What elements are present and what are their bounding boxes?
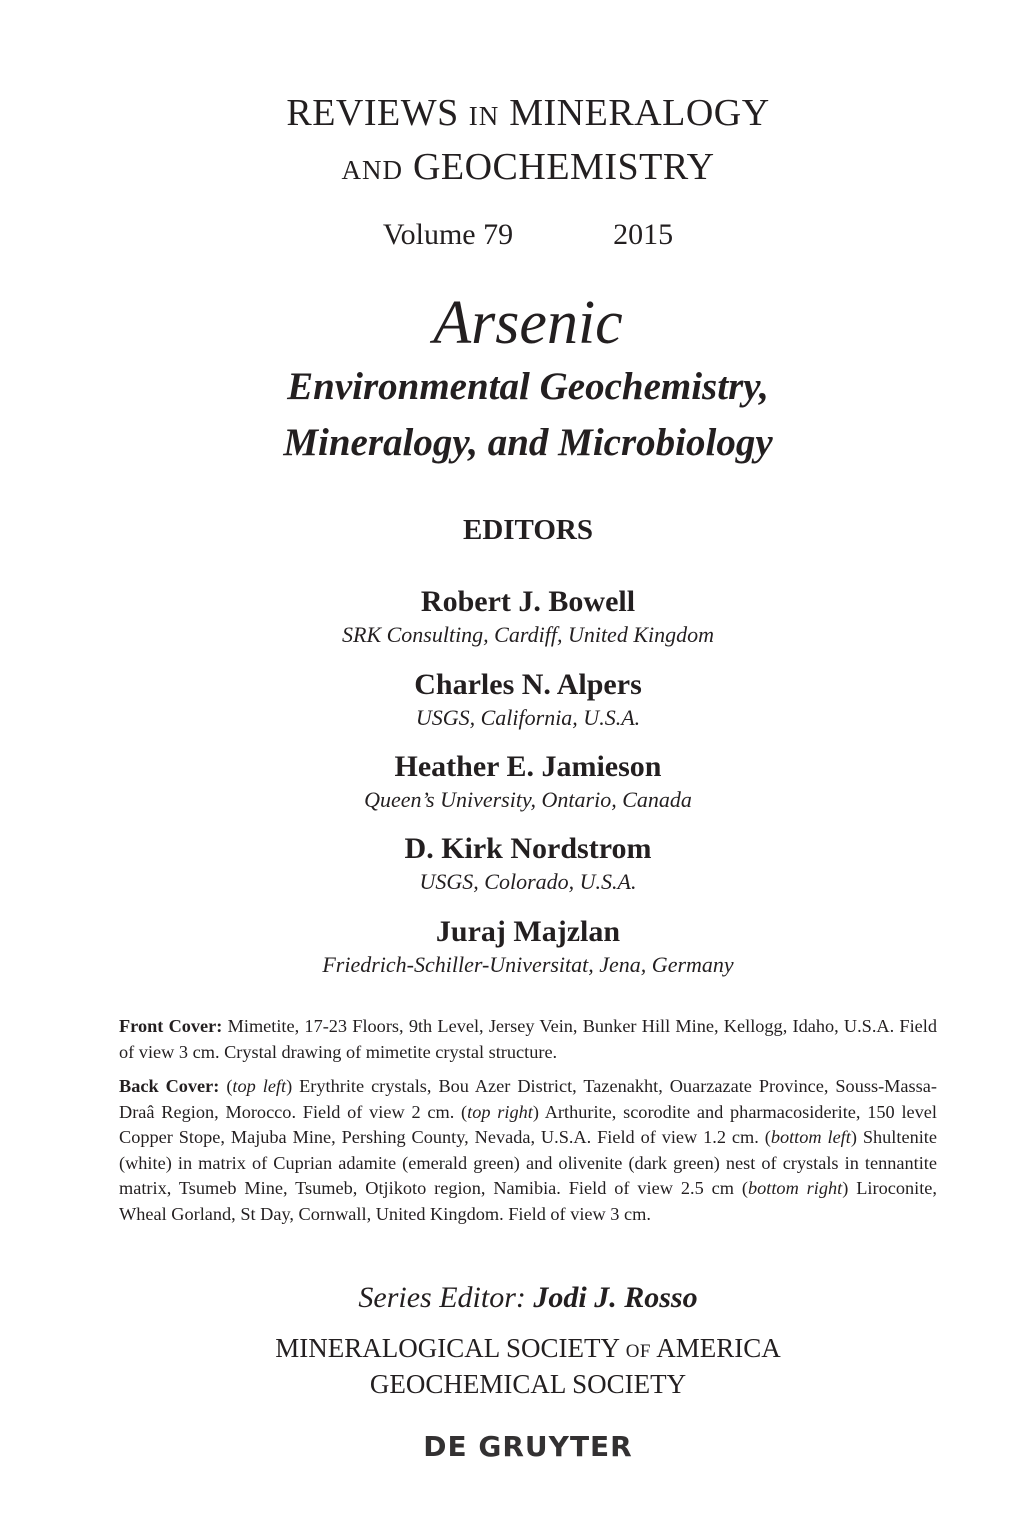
volume-year: 2015	[613, 218, 674, 251]
back-cover-top-right-text: Arthurite, scorodite and pharmacosiderite, 150 level Copper Stope, Majuba Mine, Pershing County, Nevada, U.S.A. Field of view 1.2 cm.	[119, 1101, 937, 1147]
back-cover-bottom-left-text: Shultenite (white) in matrix of Cuprian adamite (emerald green) and olivenite (dark green) nest of crystals in tennantite matrix, Tsumeb Mine, Tsumeb, Otjikoto region, Namibia. Field of view 2.5 cm	[119, 1127, 937, 1198]
editor-name: Robert J. Bowell	[420, 585, 636, 618]
publisher-logo: DE GRUYTER	[423, 1430, 633, 1463]
book-subtitle-line-2: Mineralogy, and Microbiology	[283, 421, 773, 464]
editor-affiliation: SRK Consulting, Cardiff, United Kingdom	[342, 622, 714, 647]
series-word-mineralogy: MINERALOGY	[509, 92, 770, 134]
series-word-and: AND	[341, 155, 403, 185]
series-title-line-1	[16, 86, 1024, 143]
editor-affiliation: Friedrich-Schiller-Universitat, Jena, Germany	[322, 952, 734, 977]
editor-affiliation: Queen’s University, Ontario, Canada	[364, 787, 692, 812]
back-cover-note: Back Cover: (top left) Erythrite crystals, Bou Azer District, Tazenakht, Ouarzazate Province, Souss-Massa-Draâ Region, Morocco. Field of view 2 cm. (top right) Arthurite, scorodite and pharmacosiderite, 150 level Copper Stope, Majuba Mine, Pershing County, Nevada, U.S.A. Field of view 1.2 cm. (bottom left) Shultenite (white) in matrix of Cuprian adamite (emerald green) and olivenite (dark green) nest of crystals in tennantite matrix, Tsumeb Mine, Tsumeb, Otjikoto region, Namibia. Field of view 2.5 cm (bottom right) Liroconite, Wheal Gorland, St Day, Cornwall, United Kingdom. Field of view 3 cm.	[119, 1076, 937, 1224]
volume-line	[16, 218, 1024, 252]
book-subtitle-line-1: Environmental Geochemistry,	[287, 365, 769, 408]
society-msa-part1: MINERALOGICAL SOCIETY	[275, 1333, 619, 1363]
back-cover-top-left-tag: top left	[232, 1076, 287, 1096]
editor-name: Heather E. Jamieson	[394, 750, 662, 783]
back-cover-label: Back Cover:	[119, 1076, 220, 1096]
society-msa-of: OF	[625, 1341, 651, 1362]
editor-name: Juraj Majzlan	[435, 915, 621, 948]
volume-label: Volume 79	[382, 218, 514, 251]
society-msa-part2: AMERICA	[656, 1333, 781, 1363]
editor-name: Charles N. Alpers	[414, 668, 642, 701]
editor-name: D. Kirk Nordstrom	[404, 832, 652, 865]
back-cover-bottom-left-tag: bottom left	[770, 1127, 851, 1147]
back-cover-top-left-text: Erythrite crystals, Bou Azer District, Tazenakht, Ouarzazate Province, Souss-Massa-Draâ Region, Morocco. Field of view 2 cm.	[119, 1076, 937, 1122]
editors-heading: EDITORS	[462, 514, 594, 546]
series-editor-line	[16, 1281, 1024, 1315]
editor-affiliation: USGS, Colorado, U.S.A.	[419, 869, 637, 894]
back-cover-top-right-tag: top right	[467, 1101, 533, 1122]
series-editor-label: Series Editor:	[358, 1281, 526, 1314]
front-cover-label: Front Cover:	[119, 1016, 223, 1036]
society-line-2: GEOCHEMICAL SOCIETY	[369, 1369, 687, 1399]
front-cover-text: Mimetite, 17-23 Floors, 9th Level, Jersey Vein, Bunker Hill Mine, Kellogg, Idaho, U.S.A. Field of view 3 cm. Crystal drawing of mimetite crystal structure.	[119, 1016, 937, 1062]
series-word-geochemistry: GEOCHEMISTRY	[412, 146, 715, 188]
series-title-line-2	[16, 140, 1024, 197]
series-word-in: IN	[468, 101, 500, 131]
editor-affiliation: USGS, California, U.S.A.	[415, 705, 641, 730]
front-cover-note	[119, 1014, 937, 1065]
series-word-reviews: REVIEWS	[286, 92, 459, 134]
back-cover-bottom-right-tag: bottom right	[747, 1178, 843, 1198]
back-cover-bottom-right-text: Liroconite, Wheal Gorland, St Day, Cornwall, United Kingdom. Field of view 3 cm.	[119, 1178, 937, 1224]
series-editor-name: Jodi J. Rosso	[533, 1281, 698, 1314]
society-line-1	[16, 1330, 1024, 1370]
book-title: Arsenic	[433, 289, 623, 357]
